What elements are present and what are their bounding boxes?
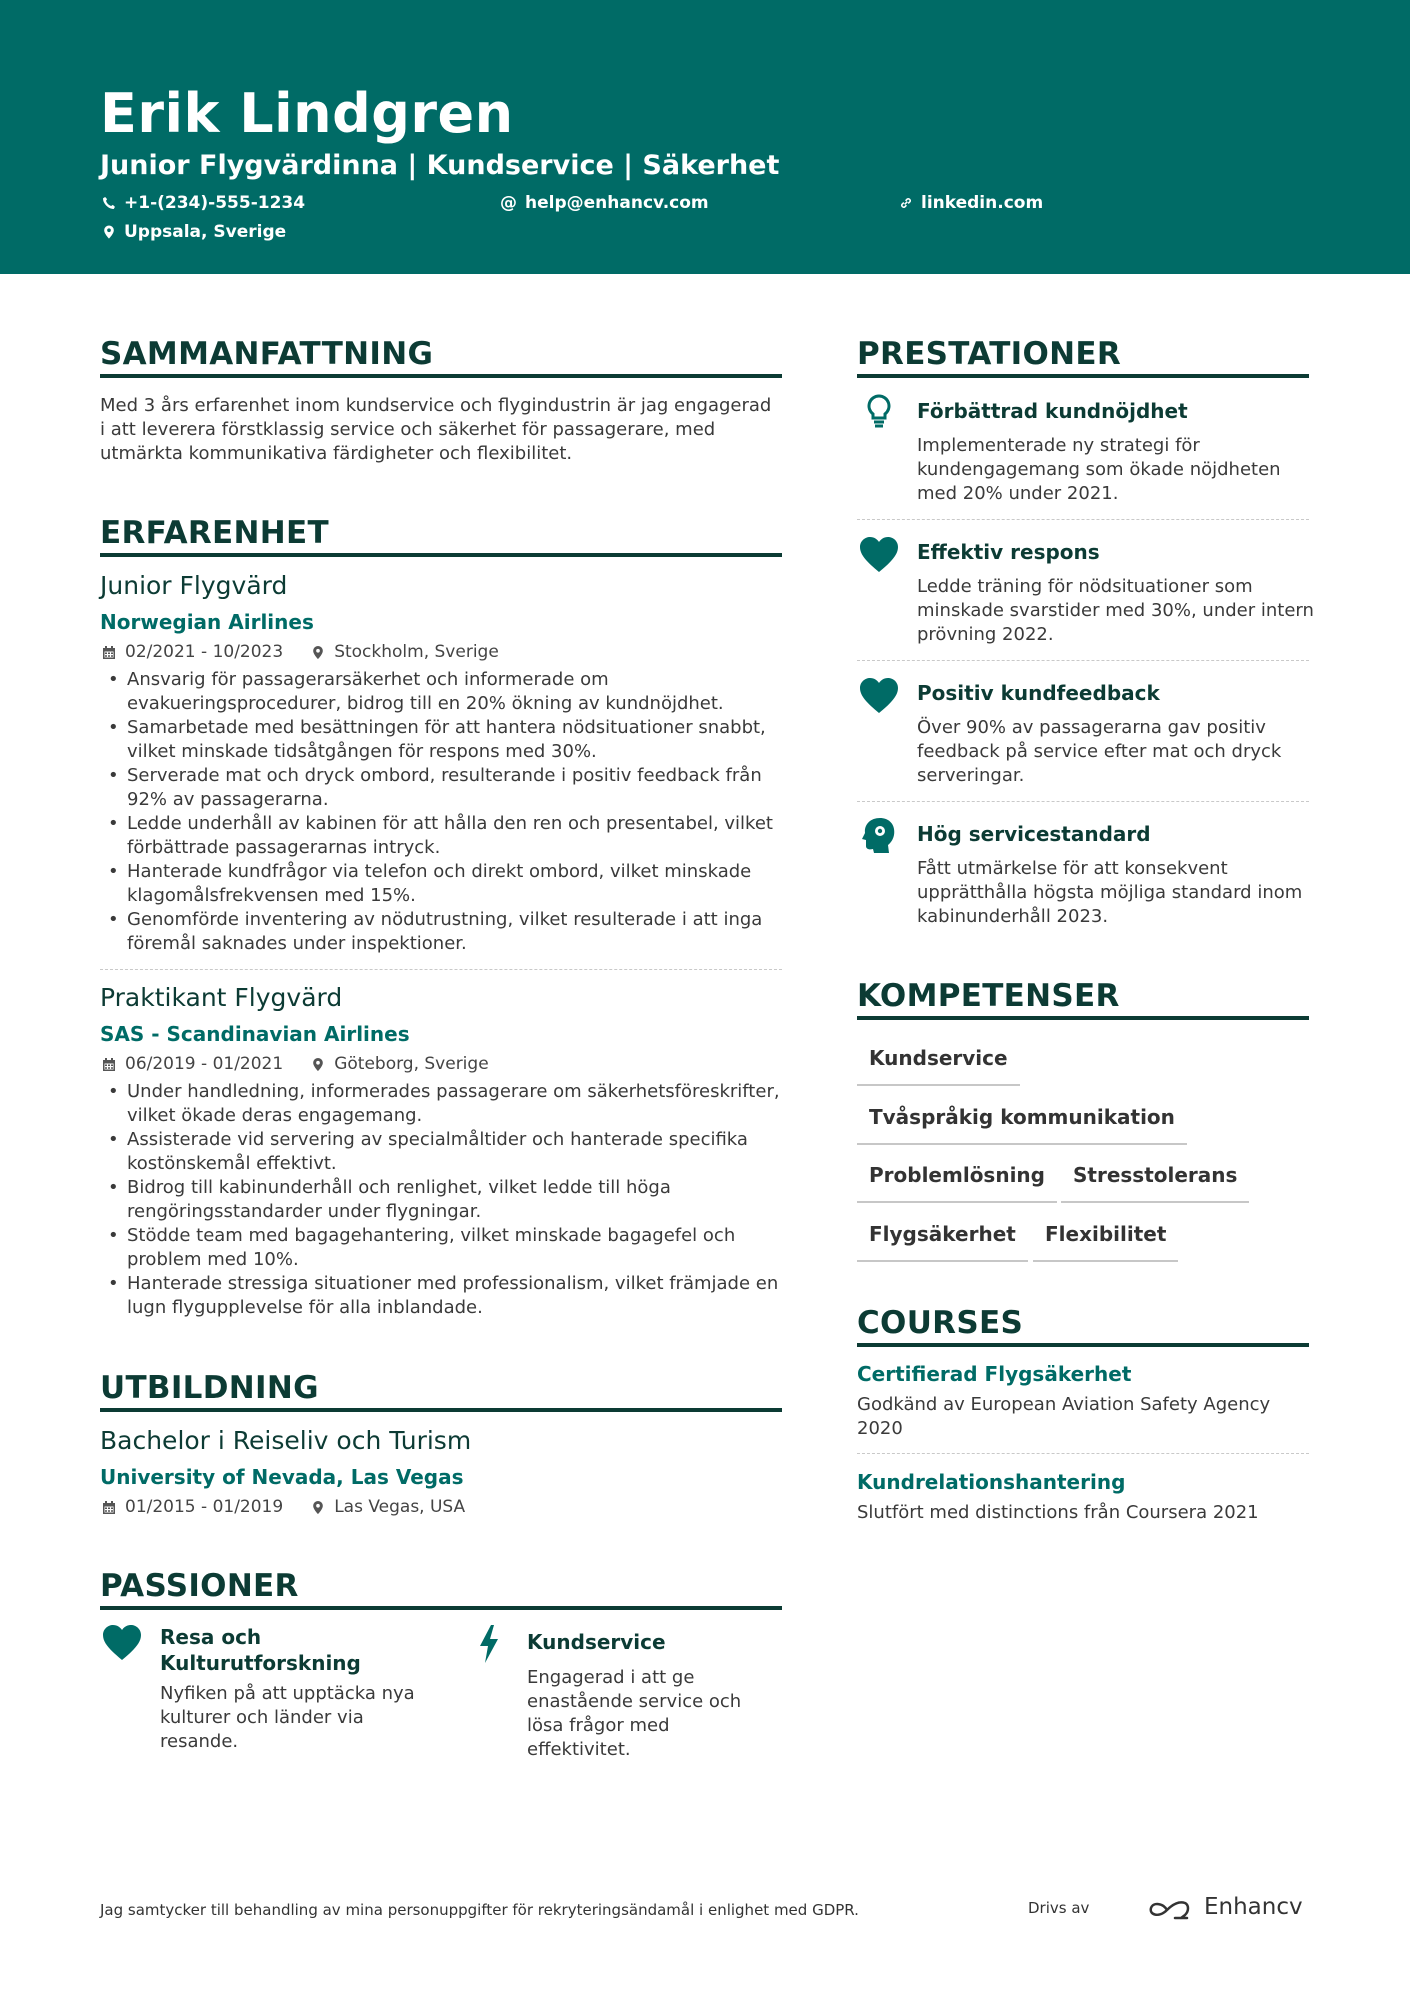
achievement-desc: Implementerade ny strategi för kundengagemang som ökade nöjdheten med 20% under 2021. <box>917 435 1281 504</box>
heart-icon <box>102 1624 142 1662</box>
skills-heading: KOMPETENSER <box>857 978 1120 1014</box>
email-text: help@enhancv.com <box>525 193 709 213</box>
candidate-name: Erik Lindgren <box>100 82 514 145</box>
job-meta <box>102 642 499 662</box>
courses-rule <box>857 1343 1309 1347</box>
passion-desc: Engagerad i att ge enastående service och lösa frågor med effektivitet. <box>527 1667 742 1760</box>
enhancv-brand: Enhancv <box>1204 1894 1303 1920</box>
calendar-icon <box>102 1500 116 1515</box>
achievement-title: Hög servicestandard <box>917 822 1151 846</box>
skills-rule <box>857 1016 1309 1020</box>
achievement-divider <box>857 801 1309 802</box>
powered-by-label: Drivs av <box>1028 1899 1090 1917</box>
location-pin-icon <box>311 645 325 660</box>
job-meta <box>102 1054 489 1074</box>
list-item: • Samarbetade med besättningen för att hantera nödsituationer snabbt, vilket minskade tidsåtgången för respons med 30%. <box>100 716 790 764</box>
skill-tag: Flexibilitet <box>1033 1222 1178 1262</box>
location-text: Uppsala, Sverige <box>124 222 287 242</box>
achievement-divider <box>857 660 1309 661</box>
course-divider <box>857 1453 1309 1454</box>
candidate-subtitle: Junior Flygvärdinna | Kundservice | Säkerhet <box>100 150 780 181</box>
summary-heading: SAMMANFATTNING <box>100 336 434 372</box>
education-location: Las Vegas, USA <box>334 1497 466 1517</box>
school: University of Nevada, Las Vegas <box>100 1465 464 1489</box>
achievements-rule <box>857 374 1309 378</box>
summary-text: Med 3 års erfarenhet inom kundservice och flygindustrin är jag engagerad i att leverera förstklassig service och säkerhet för passagerare, med utmärkta kommunikativa färdigheter och flexibilitet. <box>100 395 772 464</box>
location-pin-icon <box>311 1500 325 1515</box>
skill-tag: Flygsäkerhet <box>857 1222 1028 1262</box>
job-title: Junior Flygvärd <box>100 571 288 600</box>
job-bullets <box>100 1080 790 1320</box>
link-icon <box>899 196 913 210</box>
skill-tag: Kundservice <box>857 1046 1020 1086</box>
calendar-icon <box>102 645 116 660</box>
lightning-icon <box>477 1624 501 1664</box>
heart-icon <box>859 676 899 716</box>
list-item: • Genomförde inventering av nödutrustning, vilket resulterade i att inga föremål saknades under inspektioner. <box>100 908 790 956</box>
education-rule <box>100 1408 782 1412</box>
job-location: Stockholm, Sverige <box>334 642 499 662</box>
location-contact <box>102 222 286 242</box>
list-item: • Bidrog till kabinunderhåll och renlighet, vilket ledde till höga rengöringsstandarder under flygningar. <box>100 1176 790 1224</box>
course-desc: Godkänd av European Aviation Safety Agency 2020 <box>857 1394 1271 1439</box>
job-bullets <box>100 668 790 956</box>
list-item: • Stödde team med bagagehantering, vilket minskade bagagefel och problem med 10%. <box>100 1224 790 1272</box>
course-desc: Slutfört med distinctions från Coursera 2021 <box>857 1502 1259 1523</box>
course-title: Kundrelationshantering <box>857 1470 1126 1494</box>
job-location: Göteborg, Sverige <box>334 1054 489 1074</box>
phone-icon <box>102 196 116 210</box>
passion-desc: Nyfiken på att upptäcka nya kulturer och länder via resande. <box>160 1683 415 1752</box>
passion-title: Resa och Kulturutforskning <box>160 1625 361 1675</box>
enhancv-logo-icon <box>1147 1898 1193 1922</box>
list-item: • Hanterade stressiga situationer med professionalism, vilket främjade en lugn flygupplevelse för alla inblandade. <box>100 1272 790 1320</box>
job-company: SAS - Scandinavian Airlines <box>100 1022 410 1046</box>
list-item: • Ansvarig för passagerarsäkerhet och informerade om evakueringsprocedurer, bidrog till en 20% ökning av kundnöjdhet. <box>100 668 790 716</box>
gdpr-consent: Jag samtycker till behandling av mina personuppgifter för rekryteringsändamål i enlighet med GDPR. <box>100 1901 859 1919</box>
achievement-desc: Fått utmärkelse för att konsekvent upprätthålla högsta möjliga standard inom kabinunderhåll 2023. <box>917 858 1303 927</box>
achievement-title: Effektiv respons <box>917 540 1100 564</box>
heart-icon <box>859 535 899 575</box>
course-title: Certifierad Flygsäkerhet <box>857 1362 1132 1386</box>
achievement-divider <box>857 519 1309 520</box>
achievement-desc: Ledde träning för nödsituationer som minskade svarstider med 30%, under intern prövning 2022. <box>917 576 1314 645</box>
list-item: • Hanterade kundfrågor via telefon och direkt ombord, vilket minskade klagomålsfrekvensen med 15%. <box>100 860 790 908</box>
passions-heading: PASSIONER <box>100 1568 299 1604</box>
job-company: Norwegian Airlines <box>100 610 314 634</box>
location-pin-icon <box>102 225 116 239</box>
job-title: Praktikant Flygvärd <box>100 983 343 1012</box>
linkedin-contact[interactable] <box>899 193 1043 213</box>
at-icon: @ <box>500 193 517 213</box>
summary-rule <box>100 374 782 378</box>
education-heading: UTBILDNING <box>100 1370 319 1406</box>
phone-contact[interactable] <box>102 193 305 213</box>
achievement-desc: Över 90% av passagerarna gav positiv feedback på service efter mat och dryck serveringar. <box>917 717 1282 786</box>
list-item: • Serverade mat och dryck ombord, resulterande i positiv feedback från 92% av passagerarna. <box>100 764 790 812</box>
location-pin-icon <box>311 1057 325 1072</box>
phone-text: +1-(234)-555-1234 <box>124 193 306 213</box>
job-dates: 02/2021 - 10/2023 <box>125 642 284 662</box>
job-dates: 06/2019 - 01/2021 <box>125 1054 284 1074</box>
calendar-icon <box>102 1057 116 1072</box>
passions-rule <box>100 1606 782 1610</box>
skill-tag: Problemlösning <box>857 1163 1057 1203</box>
achievements-heading: PRESTATIONER <box>857 336 1122 372</box>
experience-rule <box>100 553 782 557</box>
achievement-title: Förbättrad kundnöjdhet <box>917 399 1188 423</box>
skill-tag: Stresstolerans <box>1061 1163 1249 1203</box>
education-meta <box>102 1497 465 1517</box>
email-contact[interactable] <box>500 193 709 213</box>
list-item: • Assisterade vid servering av specialmåltider och hanterade specifika kostönskemål effektivt. <box>100 1128 790 1176</box>
skill-tag: Tvåspråkig kommunikation <box>857 1105 1187 1145</box>
experience-heading: ERFARENHET <box>100 515 329 551</box>
achievement-title: Positiv kundfeedback <box>917 681 1160 705</box>
degree: Bachelor i Reiseliv och Turism <box>100 1426 472 1455</box>
head-icon <box>859 815 899 855</box>
linkedin-text: linkedin.com <box>921 193 1044 213</box>
header <box>0 0 1410 274</box>
lightbulb-icon <box>859 392 899 432</box>
list-item: • Ledde underhåll av kabinen för att hålla den ren och presentabel, vilket förbättrade passagerarnas intryck. <box>100 812 790 860</box>
passion-title: Kundservice <box>527 1630 666 1654</box>
job-divider <box>100 969 782 970</box>
list-item: • Under handledning, informerades passagerare om säkerhetsföreskrifter, vilket ökade deras engagemang. <box>100 1080 790 1128</box>
education-dates: 01/2015 - 01/2019 <box>125 1497 284 1517</box>
courses-heading: COURSES <box>857 1305 1024 1341</box>
